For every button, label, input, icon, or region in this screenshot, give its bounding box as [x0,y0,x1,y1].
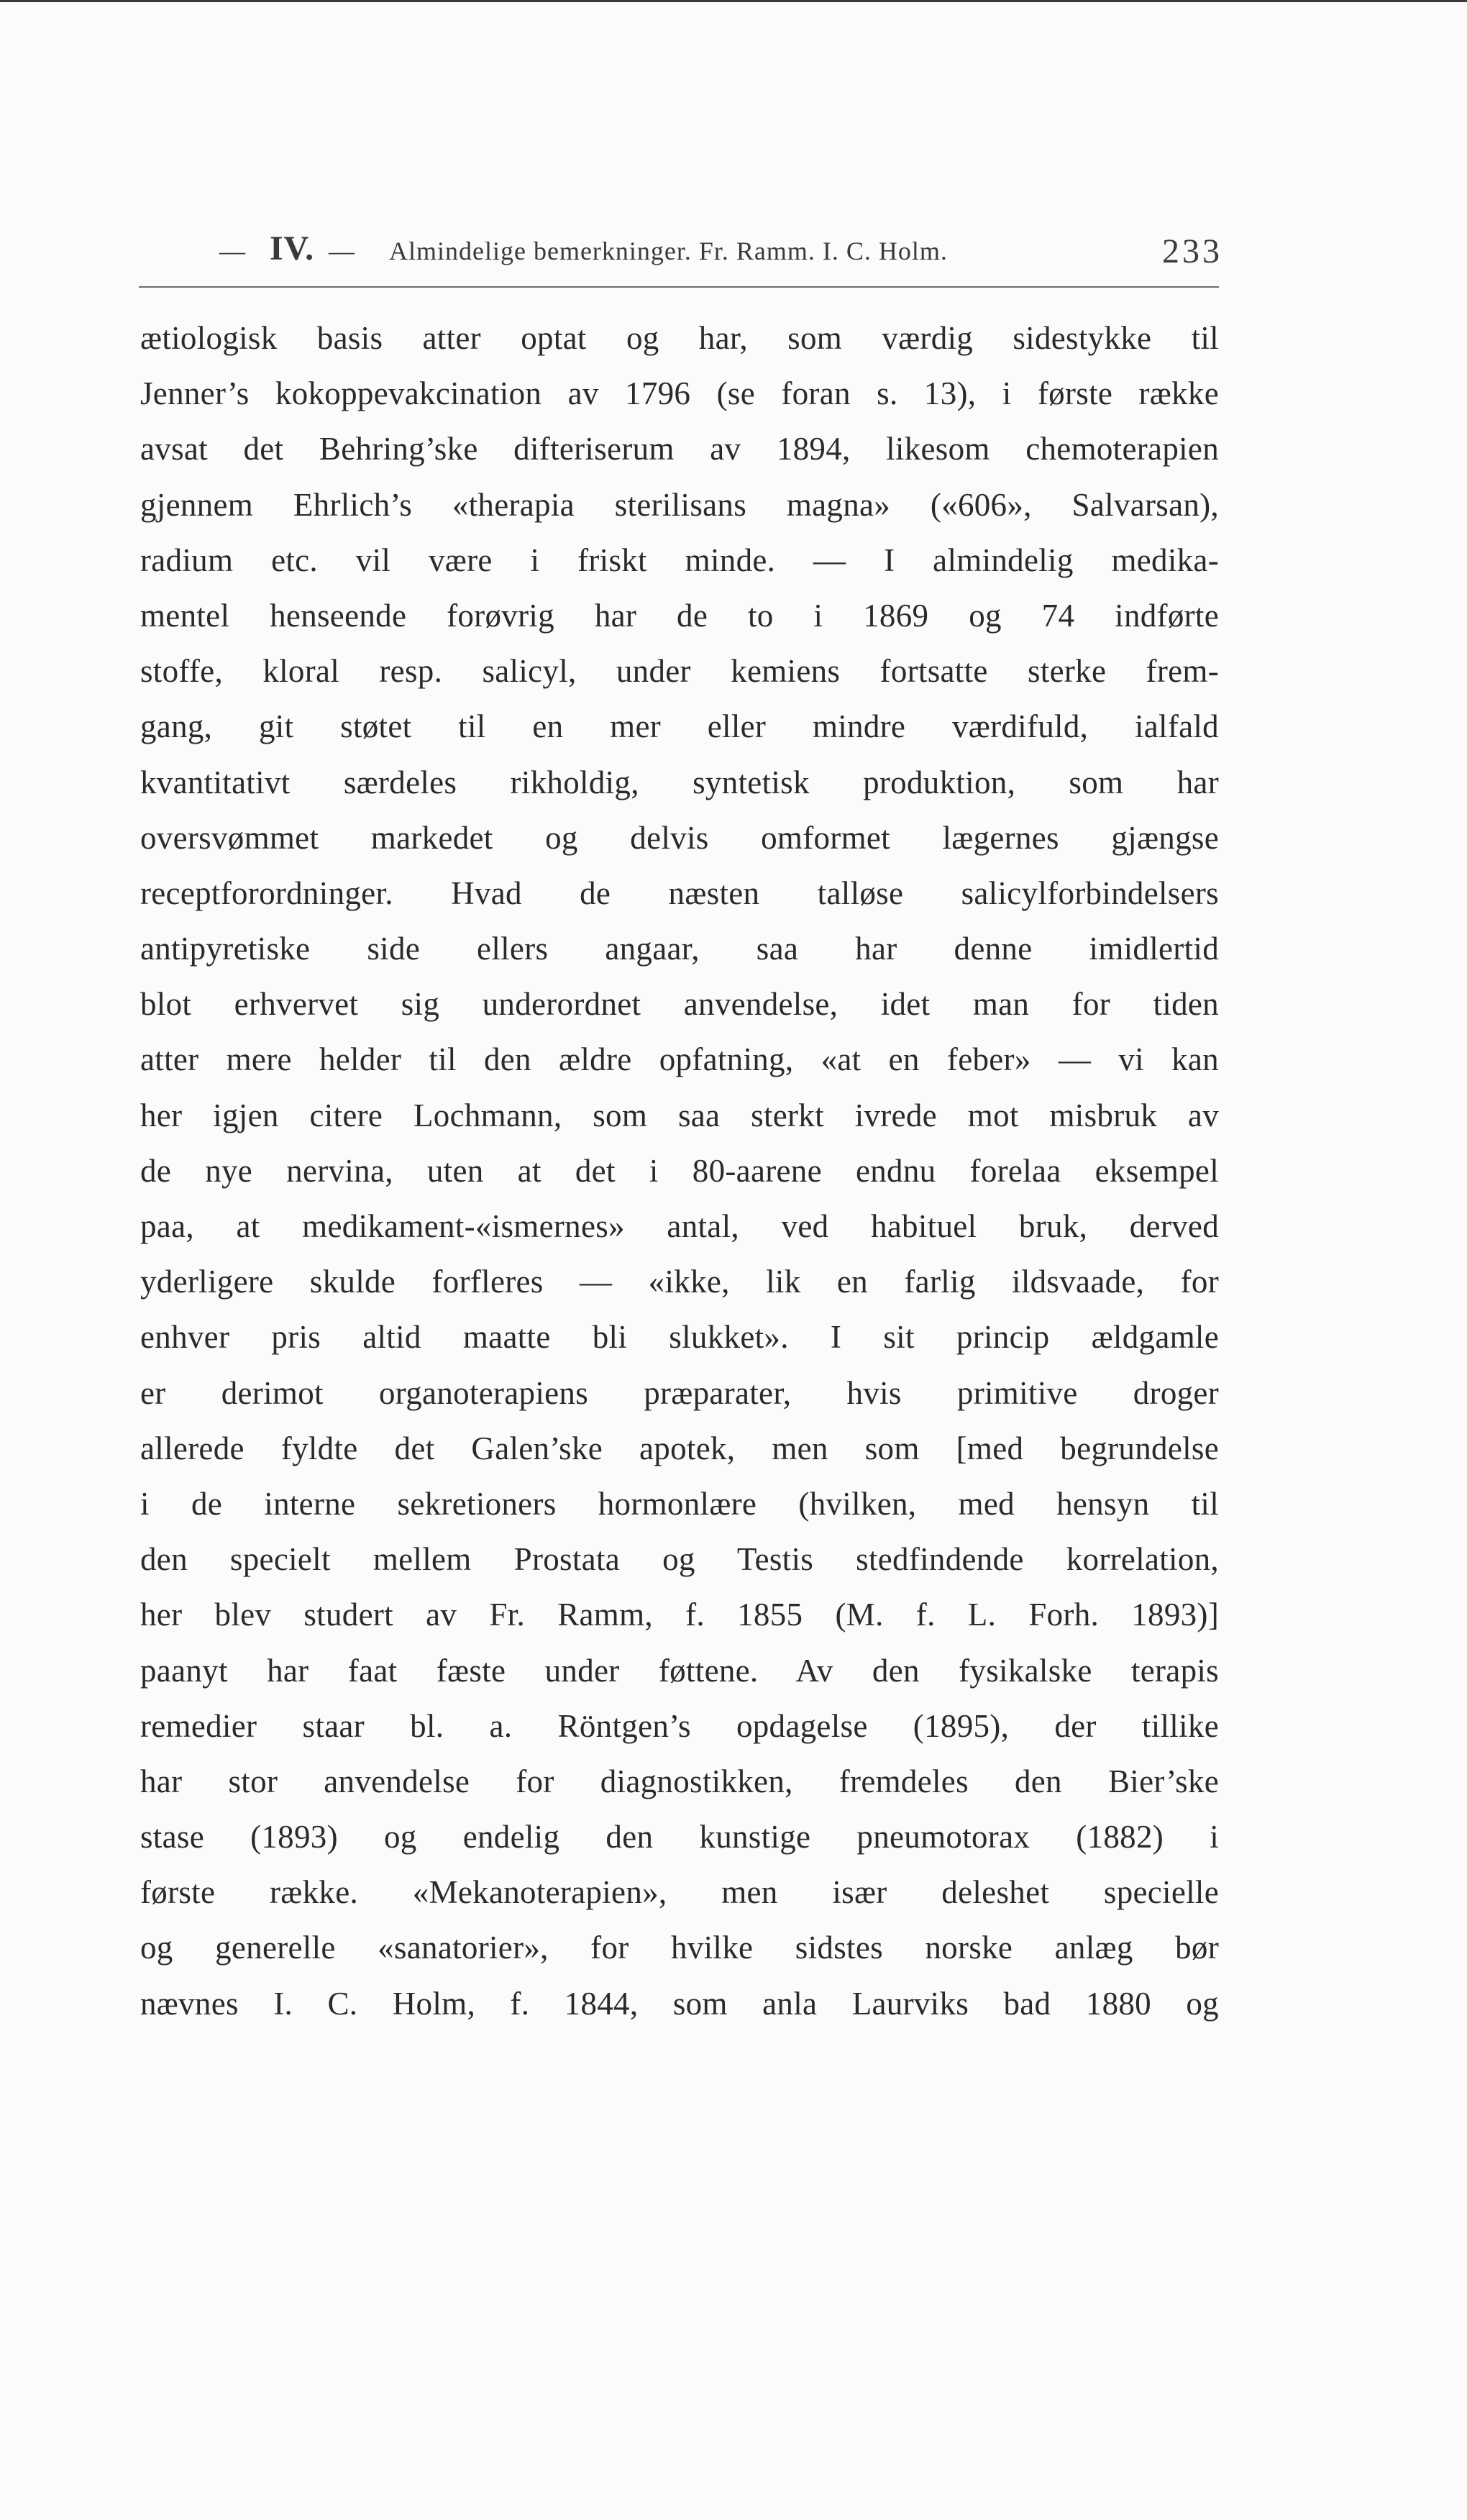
text-line: kvantitativt særdeles rikholdig, syntetisk produktion, som har [140,764,1219,800]
text-line: radium etc. vil være i friskt minde. — I almindelig medika- [140,542,1219,578]
section-numeral: IV. [270,229,315,268]
text-line: paa, at medikament-«ismernes» antal, ved habituel bruk, derved [140,1208,1219,1244]
text-line: og generelle «sanatorier», for hvilke sidstes norske anlæg bør [140,1930,1219,1966]
text-line: her blev studert av Fr. Ramm, f. 1855 (M. f. L. Forh. 1893)] [140,1597,1219,1633]
text-line: blot erhvervet sig underordnet anvendelse, idet man for tiden [140,986,1219,1023]
text-line: gang, git støtet til en mer eller mindre værdifuld, ialfald [140,708,1219,745]
text-line: avsat det Behring’ske difteriserum av 1894, likesom chemoterapien [140,431,1219,467]
text-line: i de interne sekretioners hormonlære (hvilken, med hensyn til [140,1485,1219,1522]
text-line: stoffe, kloral resp. salicyl, under kemiens fortsatte sterke frem- [140,653,1219,690]
text-line: remedier staar bl. a. Röntgen’s opdagelse (1895), der tillike [140,1707,1219,1744]
top-edge-line [0,0,1467,2]
header-dash-left: — [219,237,246,265]
page-number: 233 [1162,232,1222,270]
text-line: er derimot organoterapiens præparater, hvis primitive droger [140,1374,1219,1411]
text-line: atter mere helder til den ældre opfatning, «at en feber» — vi kan [140,1041,1219,1078]
body-text [140,311,1219,2032]
text-line: oversvømmet markedet og delvis omformet lægernes gjængse [140,819,1219,856]
text-line: de nye nervina, uten at det i 80-aarene endnu forelaa eksempel [140,1152,1219,1189]
header-rule [139,286,1219,288]
text-line: gjennem Ehrlich’s «therapia sterilisans magna» («606», Salvarsan), [140,486,1219,523]
text-line: mentel henseende forøvrig har de to i 1869 og 74 indførte [140,597,1219,634]
running-header [219,229,1222,272]
running-title: Almindelige bemerkninger. Fr. Ramm. I. C. Holm. [389,237,948,265]
text-line: første række. «Mekanoterapien», men især deleshet specielle [140,1874,1219,1911]
text-line: antipyretiske side ellers angaar, saa har denne imidlertid [140,931,1219,967]
text-line: nævnes I. C. Holm, f. 1844, som anla Laurviks bad 1880 og [140,1985,1219,2022]
text-line: den specielt mellem Prostata og Testis stedfindende korrelation, [140,1541,1219,1578]
text-line: stase (1893) og endelig den kunstige pneumotorax (1882) i [140,1819,1219,1855]
text-line: allerede fyldte det Galen’ske apotek, men som [med begrundelse [140,1430,1219,1466]
text-line: yderligere skulde forfleres — «ikke, lik en farlig ildsvaade, for [140,1264,1219,1300]
text-line: ætiologisk basis atter optat og har, som værdig sidestykke til [140,320,1219,356]
text-line: paanyt har faat fæste under føttene. Av den fysikalske terapis [140,1652,1219,1689]
text-line: receptforordninger. Hvad de næsten talløse salicylforbindelsers [140,875,1219,911]
text-line: har stor anvendelse for diagnostikken, fremdeles den Bier’ske [140,1763,1219,1799]
header-dash-right: — [329,237,355,265]
text-line: her igjen citere Lochmann, som saa sterkt ivrede mot misbruk av [140,1097,1219,1133]
text-line: enhver pris altid maatte bli slukket». I sit princip ældgamle [140,1319,1219,1356]
text-line: Jenner’s kokoppevakcination av 1796 (se foran s. 13), i første række [140,375,1219,412]
